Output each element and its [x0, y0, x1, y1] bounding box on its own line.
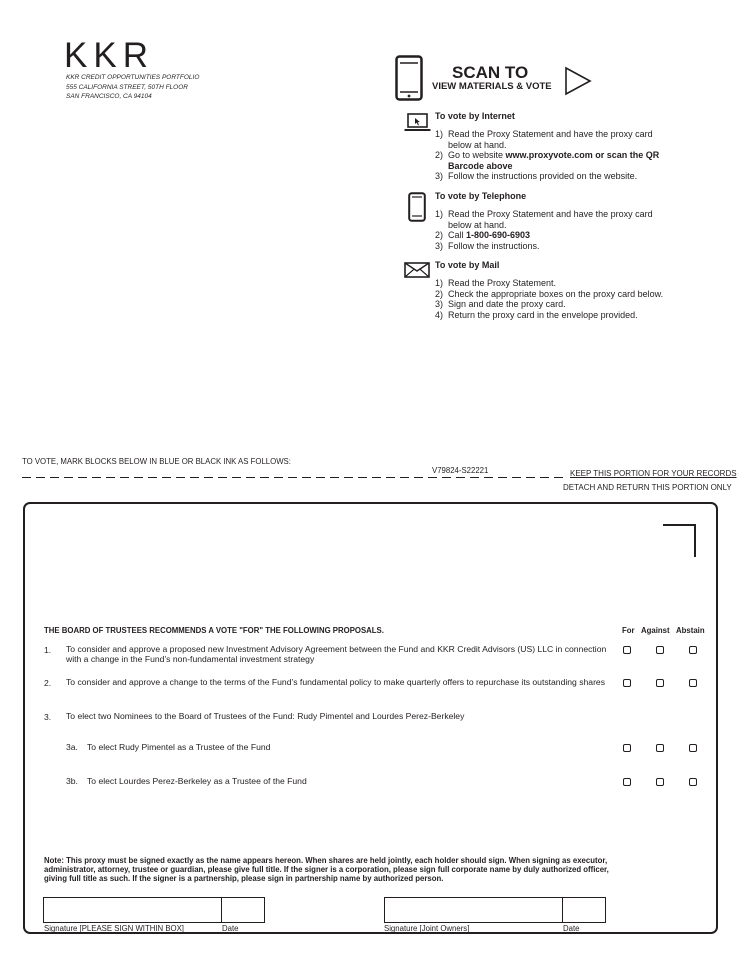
smartphone-icon [395, 55, 423, 101]
signature-label: Signature [PLEASE SIGN WITHIN BOX] [44, 924, 184, 933]
proposal-number: 2. [44, 678, 52, 688]
list-item: 4) Return the proxy card in the envelope provided. [435, 309, 638, 320]
proposal-text: To consider and approve a change to the terms of the Fund’s fundamental policy to make quarterly offers to repurchase its outstanding shares [66, 677, 606, 687]
telephone-vote-steps [435, 209, 665, 251]
proposal-text: To elect Lourdes Perez-Berkeley as a Trustee of the Fund [87, 776, 307, 786]
proposal-number: 3. [44, 712, 52, 722]
proposal-2-for-checkbox[interactable] [623, 679, 631, 687]
scan-subtitle: VIEW MATERIALS & VOTE [432, 81, 552, 92]
internet-vote-steps [435, 129, 665, 182]
proposal-number: 3b. [66, 776, 78, 786]
telephone-icon [408, 192, 426, 222]
mail-vote-title: To vote by Mail [435, 260, 500, 270]
signature-box[interactable] [43, 897, 265, 923]
joint-signature-label: Signature [Joint Owners] [384, 924, 470, 933]
column-for: For [622, 626, 635, 635]
proposal-number: 3a. [66, 742, 78, 752]
card-corner-mark [663, 524, 696, 557]
sender-address [66, 73, 199, 102]
proposal-1-for-checkbox[interactable] [623, 646, 631, 654]
joint-date-divider [562, 897, 563, 923]
keep-portion-label: KEEP THIS PORTION FOR YOUR RECORDS [570, 469, 737, 478]
column-abstain: Abstain [676, 626, 705, 635]
proposal-2-against-checkbox[interactable] [656, 679, 664, 687]
list-item: 2) Go to website www.proxyvote.com or scan the QR Barcode above [435, 150, 660, 171]
joint-date-label: Date [563, 924, 580, 933]
play-arrow-icon [564, 66, 592, 96]
address-line: KKR CREDIT OPPORTUNITIES PORTFOLIO [66, 74, 200, 81]
list-item: 2) Check the appropriate boxes on the proxy card below. [435, 288, 664, 299]
proposal-3a-for-checkbox[interactable] [623, 744, 631, 752]
scan-title: SCAN TO [452, 63, 529, 82]
control-number: V79824-S22221 [432, 466, 489, 475]
proposal-number: 1. [44, 645, 52, 655]
list-item: 2) Call 1-800-690-6903 [435, 230, 531, 240]
list-item: 1) Read the Proxy Statement. [435, 278, 557, 288]
ink-instruction: TO VOTE, MARK BLOCKS BELOW IN BLUE OR BLACK INK AS FOLLOWS: [22, 457, 291, 466]
column-against: Against [641, 626, 670, 635]
proposal-3b-against-checkbox[interactable] [656, 778, 664, 786]
proposal-3a-against-checkbox[interactable] [656, 744, 664, 752]
detach-portion-label: DETACH AND RETURN THIS PORTION ONLY [563, 483, 732, 492]
board-recommendation: THE BOARD OF TRUSTEES RECOMMENDS A VOTE "FOR" THE FOLLOWING PROPOSALS. [44, 626, 384, 635]
joint-signature-box[interactable] [384, 897, 606, 923]
proposal-1-against-checkbox[interactable] [656, 646, 664, 654]
signature-note: Note: This proxy must be signed exactly as the name appears hereon. When shares are held jointly, each holder should sign. When signing as executor, administrator, attorney, trustee or guardian, please give full title. If the signer is a corporation, please sign full corporate name by duly authorized officer, giving full title as such. If the signer is a partnership, please sign in partnership name by authorized person. [44, 856, 609, 883]
date-label: Date [222, 924, 239, 933]
address-line: SAN FRANCISCO, CA 94104 [66, 93, 152, 100]
proposal-2-abstain-checkbox[interactable] [689, 679, 697, 687]
list-item: 1) Read the Proxy Statement and have the proxy card below at hand. [435, 129, 653, 150]
proposal-text: To consider and approve a proposed new Investment Advisory Agreement between the Fund and KKR Credit Advisors (US) LLC in connection with a change in the Fund’s non-fundamental investment strategy [66, 644, 607, 664]
proposal-3b-abstain-checkbox[interactable] [689, 778, 697, 786]
telephone-vote-title: To vote by Telephone [435, 191, 527, 201]
proposal-text: To elect Rudy Pimentel as a Trustee of the Fund [87, 742, 271, 752]
list-item: 3) Sign and date the proxy card. [435, 299, 566, 309]
envelope-icon [404, 262, 430, 278]
internet-vote-title: To vote by Internet [435, 111, 515, 121]
proposal-3b-for-checkbox[interactable] [623, 778, 631, 786]
proposal-3a-abstain-checkbox[interactable] [689, 744, 697, 752]
kkr-logo: KKR [64, 36, 154, 75]
detach-line [22, 476, 567, 479]
list-item: 1) Read the Proxy Statement and have the proxy card below at hand. [435, 209, 653, 230]
address-line: 555 CALIFORNIA STREET, 50TH FLOOR [66, 83, 188, 91]
proposal-text: To elect two Nominees to the Board of Trustees of the Fund: Rudy Pimentel and Lourdes Perez-Berkeley [66, 711, 465, 721]
laptop-icon [404, 113, 431, 132]
list-item: 3) Follow the instructions provided on the website. [435, 171, 638, 181]
list-item: 3) Follow the instructions. [435, 240, 540, 251]
signature-date-divider [221, 897, 222, 923]
mail-vote-steps [435, 278, 665, 320]
proposal-1-abstain-checkbox[interactable] [689, 646, 697, 654]
